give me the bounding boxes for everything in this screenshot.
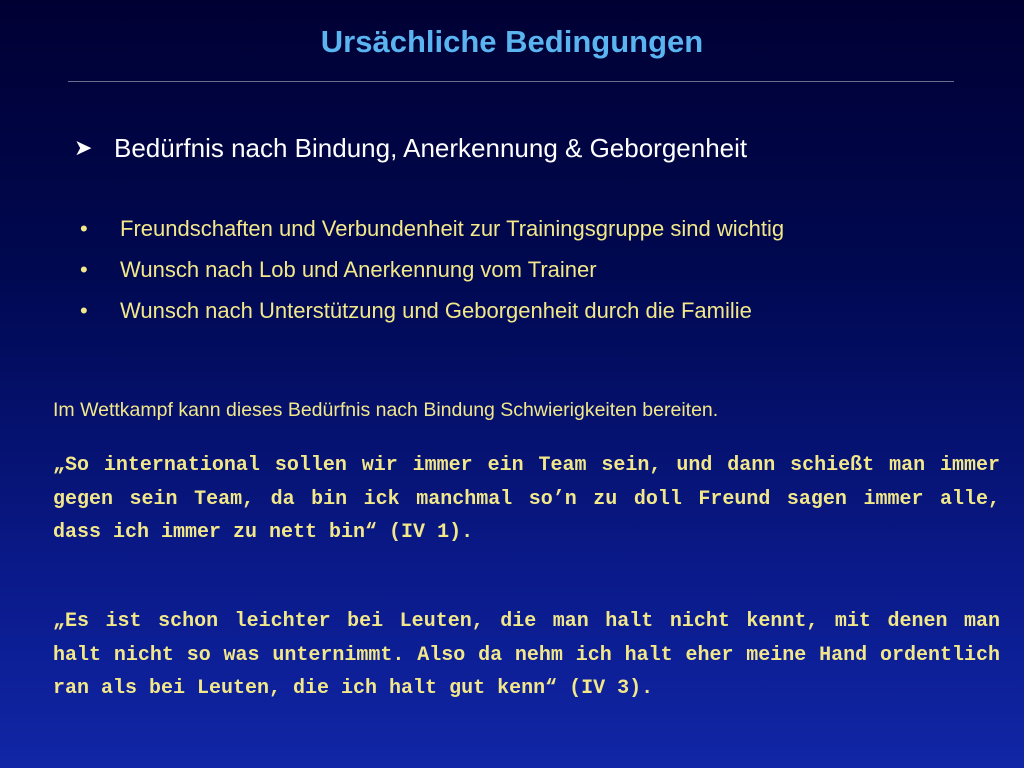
bullet-list (80, 208, 784, 331)
arrow-bullet-icon: ➤ (74, 135, 93, 160)
section-heading (74, 128, 747, 168)
list-item (80, 249, 784, 290)
bullet-dot-icon: • (80, 297, 88, 323)
title-divider (68, 81, 954, 82)
bullet-dot-icon: • (80, 256, 88, 282)
bullet-dot-icon: • (80, 215, 88, 241)
slide-title: Ursächliche Bedingungen (320, 24, 704, 59)
section-heading-text: Bedürfnis nach Bindung, Anerkennung & Geborgenheit (114, 132, 748, 163)
list-item-text: Freundschaften und Verbundenheit zur Trainingsgruppe sind wichtig (120, 215, 785, 241)
list-item-text: Wunsch nach Unterstützung und Geborgenheit durch die Familie (120, 297, 752, 323)
list-item (80, 290, 784, 331)
list-item (80, 208, 784, 249)
list-item-text: Wunsch nach Lob und Anerkennung vom Trainer (120, 256, 597, 282)
intro-paragraph: Im Wettkampf kann dieses Bedürfnis nach Bindung Schwierigkeiten bereiten. (53, 399, 719, 421)
interview-quote-1: „So international sollen wir immer ein Team sein, und dann schießt man immer gegen sein Team, da bin ick manchmal so’n zu doll Freund sagen immer alle, dass ich immer zu nett bin“ (IV 1). (53, 454, 1000, 544)
interview-quote-2: „Es ist schon leichter bei Leuten, die man halt nicht kennt, mit denen man halt nicht so was unternimmt. Also da nehm ich halt eher meine Hand ordentlich ran als bei Leuten, die ich halt gut kenn“ (IV 3). (53, 610, 1000, 700)
